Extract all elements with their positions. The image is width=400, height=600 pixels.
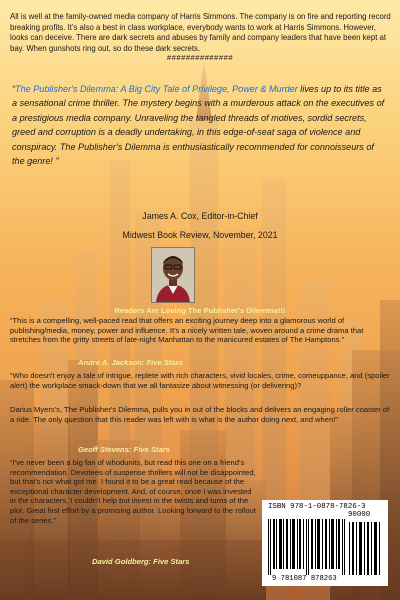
barcode-price-code: 90000 [348,511,371,519]
editorial-review [12,82,388,168]
price-barcode-bars [349,522,382,575]
reader-quote-2-continued: Darius Myers's, The Publisher's Dilemma, pulls you in out of the blocks and delivers an engaging roller coaster of a ride. The only question that this reader was left with is what is the author doing next, and when!” [10,405,390,424]
reader-quote-1: “This is a compelling, well-paced read that offers an exciting journey deep into a glamorous world of publishing/media, money, power and influence. It's a nicely written tale, woven around a crime drama that stretches from the gritty streets of late-night Manhattan to the manicured estates of The Hamptons.” [10,316,364,345]
review-text: lives up to its title as a sensational crime thriller. The mystery begins with a murderous attack on the executives of a prestigious media company. Unraveling the tangled threads of motives, sordid secrets, greed and corruption is a deadly undertaking, in this edge-of-seat saga of violence and conspiracy. The Publisher's Dilemma is enthusiastically recommended for connoisseurs of the genre! ” [12,84,385,167]
quote-2-attribution: Geoff Stevens: Five Stars [78,445,170,454]
section-separator: ############## [166,53,234,62]
quote-1-attribution: Andre A. Jackson: Five Stars [78,358,183,367]
review-author: James A. Cox, Editor-in-Chief [142,211,258,221]
review-source: Midwest Book Review, November, 2021 [122,230,278,240]
isbn-number: ISBN 978-1-0878-7826-3 [268,503,366,511]
barcode-bars [268,519,346,575]
reader-quote-3: “I've never been a big fan of whodunits, but read this one on a friend's recommendation. Devotees of suspense thrillers will not be disappointed, but that's not what got me. I found it to be a great read because of the exceptional character development. And, of course, once I was invested in the characters, I couldn't help but invest in the twists and turns of the plot. Great first effort by a promising author. Looking forward to the rollout of the series.” [10,458,256,525]
reader-quote-2: “Who doesn't enjoy a tale of intrigue, replete with rich characters, vivid locales, crime, comeuppance, and (spoiler alert) the workplace smack-down that we all fantasize about witnessing (or delivering)? [10,371,390,390]
quote-3-attribution: David Goldberg: Five Stars [92,557,190,566]
review-open-quote: “ [12,84,16,94]
barcode-digits: 9 781087 878263 [272,575,337,583]
book-synopsis: All is well at the family-owned media company of Harris Simmons. The company is on fire and reporting record breaking profits. It's also a best in class workplace, everybody wants to work at Harris Simmons. However, looks can deceive. There are dark secrets and abuses by family and company leaders that have been kept at bay. When gunshots ring out, so do these dark secrets. [10,12,391,53]
review-book-title: The Publisher's Dilemma: A Big City Tale of Privilege, Power & Murder [15,84,298,94]
author-portrait-illustration [152,248,194,302]
readers-heading: Readers Are Loving The Publisher's Dilemma!!! [114,306,286,315]
author-photo [151,247,195,303]
isbn-barcode [262,500,388,586]
